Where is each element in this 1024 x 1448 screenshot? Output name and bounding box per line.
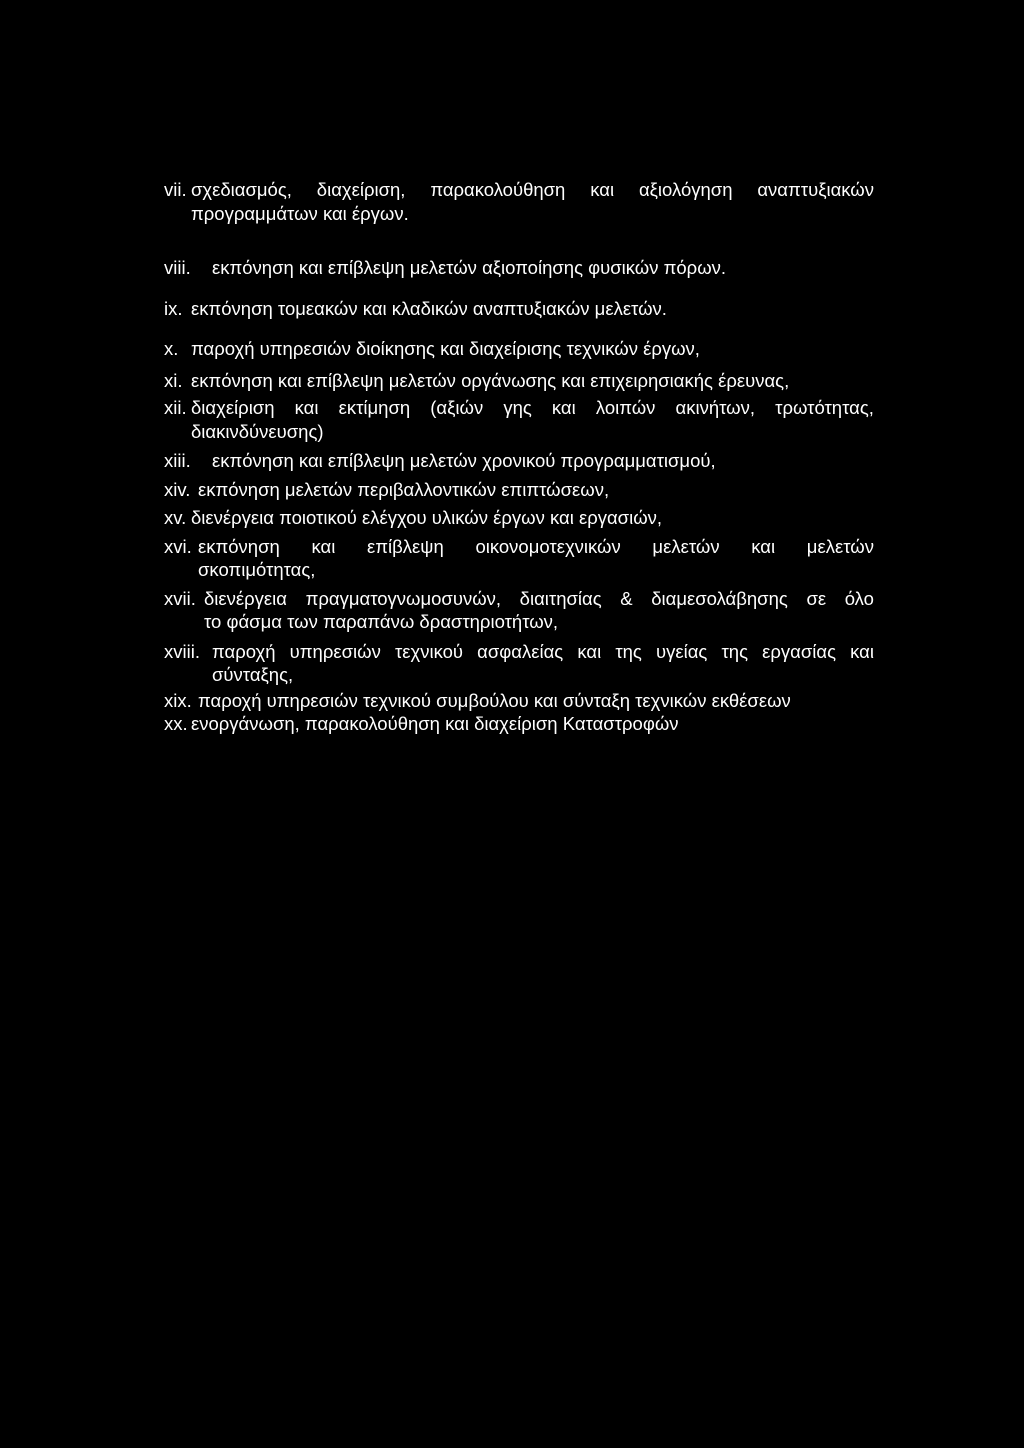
list-item-number: vii.: [164, 179, 187, 200]
list-item-number: xvii.: [164, 587, 196, 609]
list-item-text-line: [191, 178, 874, 202]
list-item-text-line: διενέργεια ποιοτικού ελέγχου υλικών έργων και εργασιών,: [191, 507, 663, 528]
word: και: [311, 535, 336, 557]
word: (αξιών: [430, 397, 484, 418]
list-item-number: x.: [164, 338, 179, 359]
list-item-text-line: προγραμμάτων και έργων.: [191, 202, 409, 224]
word: σχεδιασμός,: [191, 179, 292, 200]
word: οικονομοτεχνικών: [475, 535, 621, 557]
list-item-text-line: εκπόνηση μελετών περιβαλλοντικών επιπτώσεων,: [198, 478, 610, 500]
list-item-number: ix.: [164, 297, 183, 319]
word: εκπόνηση: [198, 535, 280, 557]
word: διαιτησίας: [519, 587, 602, 609]
word: γης: [503, 397, 532, 418]
list-item-number: xvi.: [164, 535, 192, 557]
word: ασφαλείας: [477, 640, 564, 662]
list-item: [164, 506, 874, 530]
list-item: [164, 369, 874, 393]
list-item-text-line: [204, 587, 874, 611]
word: υπηρεσιών: [289, 640, 381, 662]
list-item-number: viii.: [164, 257, 191, 278]
list-item-number: xix.: [164, 689, 192, 711]
word: διενέργεια: [204, 587, 287, 609]
word: εκτίμηση: [338, 397, 411, 418]
list-item: [164, 297, 874, 321]
word: παρακολούθηση: [430, 179, 566, 200]
list-item-text-line: εκπόνηση και επίβλεψη μελετών χρονικού προγραμματισμού,: [212, 450, 716, 471]
list-item: [164, 178, 874, 225]
list-item: [164, 535, 874, 582]
word: της: [615, 640, 642, 662]
word: παροχή: [212, 640, 276, 662]
list-item-text-line: [212, 640, 874, 664]
list-item: [164, 640, 874, 687]
word: εργασίας: [762, 640, 836, 662]
word: και: [551, 397, 576, 418]
activities-list: [164, 178, 874, 736]
list-item-number: xiii.: [164, 450, 191, 471]
list-item: [164, 587, 874, 634]
list-item-text-line: ενοργάνωση, παρακολούθηση και διαχείριση Καταστροφών: [191, 713, 679, 734]
word: &: [620, 587, 633, 609]
word: υγείας: [655, 640, 708, 662]
list-item-text-line: [191, 396, 874, 420]
list-item-text-line: παροχή υπηρεσιών τεχνικού συμβούλου και σύνταξη τεχνικών εκθέσεων: [198, 689, 791, 711]
list-item-number: xviii.: [164, 640, 200, 662]
word: πραγματογνωμοσυνών,: [305, 587, 502, 609]
list-item-text-line: διακινδύνευσης): [191, 420, 324, 442]
list-item-number: xiv.: [164, 478, 191, 500]
list-item-number: xii.: [164, 397, 187, 418]
word: και: [577, 640, 602, 662]
list-item: [164, 478, 874, 502]
list-item: [164, 396, 874, 443]
list-item-text-line: εκπόνηση και επίβλεψη μελετών αξιοποίησης φυσικών πόρων.: [212, 257, 727, 278]
word: όλο: [844, 587, 874, 609]
list-item: [164, 256, 874, 280]
word: και: [590, 179, 615, 200]
word: και: [294, 397, 319, 418]
word: τεχνικού: [394, 640, 464, 662]
word: και: [850, 640, 874, 662]
list-item-number: xv.: [164, 507, 187, 528]
word: μελετών: [652, 535, 720, 557]
list-item: [164, 689, 874, 713]
list-item-text-line: εκπόνηση και επίβλεψη μελετών οργάνωσης και επιχειρησιακής έρευνας,: [191, 369, 790, 391]
word: διαχείριση: [191, 397, 275, 418]
list-item-text-line: σκοπιμότητας,: [198, 559, 316, 580]
word: λοιπών: [595, 397, 656, 418]
word: αναπτυξιακών: [757, 179, 874, 200]
list-item: [164, 337, 874, 361]
list-item-text-line: εκπόνηση τομεακών και κλαδικών αναπτυξιακών μελετών.: [191, 297, 667, 319]
list-item-text-line: το φάσμα των παραπάνω δραστηριοτήτων,: [204, 611, 559, 632]
word: ακινήτων,: [675, 397, 756, 418]
word: και: [751, 535, 776, 557]
list-item-text-line: παροχή υπηρεσιών διοίκησης και διαχείρισης τεχνικών έργων,: [191, 338, 700, 359]
word: της: [721, 640, 748, 662]
word: διαχείριση,: [316, 179, 406, 200]
list-item-number: xi.: [164, 369, 183, 391]
list-item: [164, 449, 874, 473]
word: τρωτότητας,: [775, 397, 874, 418]
word: επίβλεψη: [367, 535, 444, 557]
list-item: [164, 712, 874, 736]
word: αξιολόγηση: [638, 179, 733, 200]
list-item-number: xx.: [164, 713, 188, 734]
word: μελετών: [806, 535, 874, 557]
list-item-text-line: [198, 535, 874, 559]
list-item-text-line: σύνταξης,: [212, 664, 294, 685]
word: σε: [806, 587, 827, 609]
word: διαμεσολάβησης: [651, 587, 788, 609]
